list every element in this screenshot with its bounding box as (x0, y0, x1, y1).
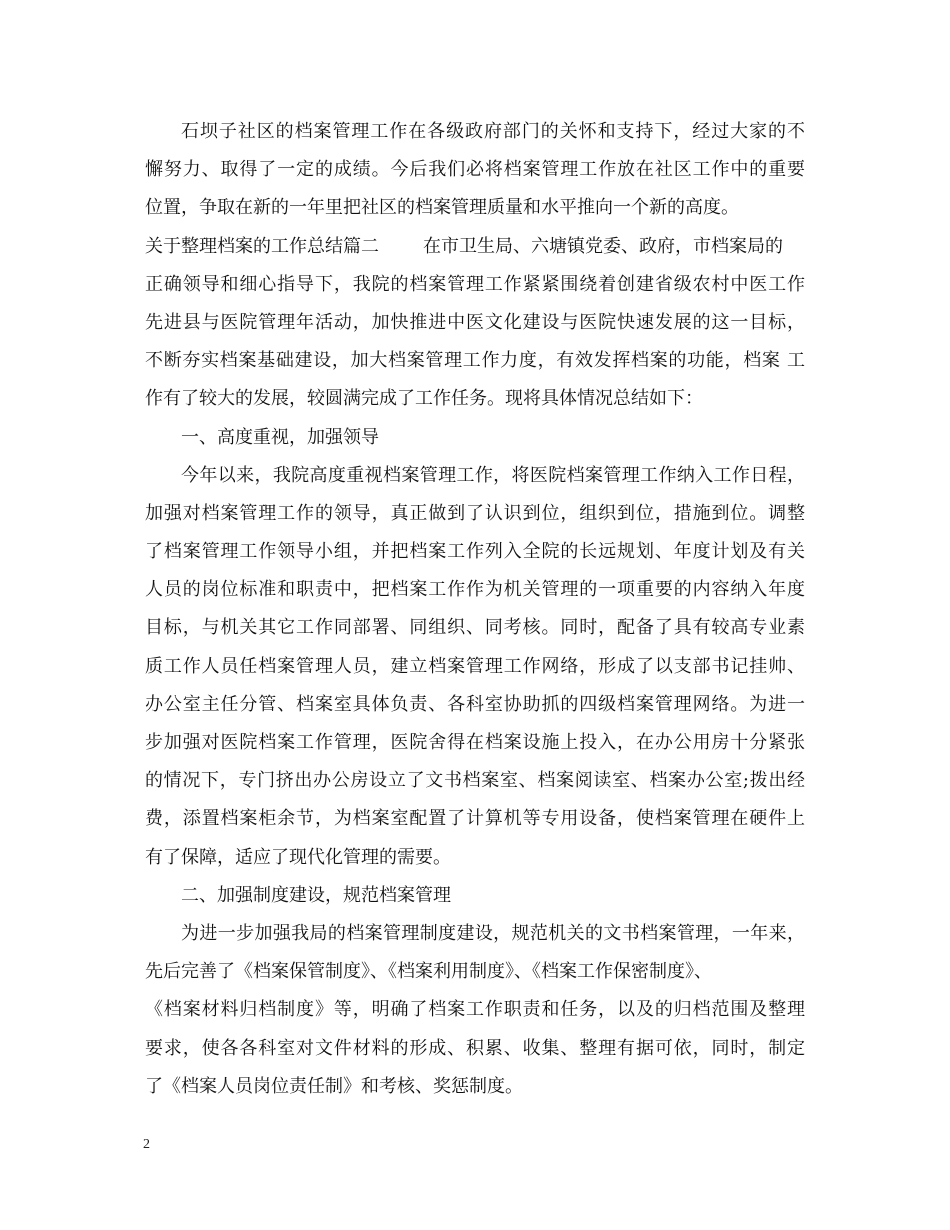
text-line: 今年以来，我院高度重视档案管理工作，将医院档案管理工作纳入工作日程， (181, 464, 805, 486)
text-line: 了档案管理工作领导小组，并把档案工作列入全院的长远规划、年度计划及有关 (145, 541, 805, 563)
text-line: 办公室主任分管、档案室具体负责、各科室协助抓的四级档案管理网络。为进一 (145, 693, 805, 715)
text-line: 费，添置档案柜余节，为档案室配置了计算机等专用设备，使档案管理在硬件上 (145, 808, 805, 830)
text-line: 的情况下，专门挤出办公房设立了文书档案室、档案阅读室、档案办公室;拨出经 (145, 770, 805, 792)
text-line: 了《档案人员岗位责任制》和考核、奖惩制度。 (145, 1075, 523, 1097)
section-heading: 一、高度重视，加强领导 (181, 426, 379, 448)
text-line: 加强对档案管理工作的领导，真正做到了认识到位，组织到位，措施到位。调整 (145, 502, 805, 524)
text-line: 要求，使各各科室对文件材料的形成、积累、收集、整理有据可依，同时，制定 (145, 1037, 805, 1059)
document-body (145, 113, 805, 1106)
text-line: 作有了较大的发展，较圆满完成了工作任务。现将具体情况总结如下： (145, 388, 703, 410)
text-line: 质工作人员任档案管理人员，建立档案管理工作网络，形成了以支部书记挂帅、 (145, 655, 805, 677)
text-line: 步加强对医院档案工作管理，医院舍得在档案设施上投入，在办公用房十分紧张 (145, 732, 805, 753)
text-line: 有了保障，适应了现代化管理的需要。 (145, 846, 451, 868)
text-line: 正确领导和细心指导下，我院的档案管理工作紧紧围绕着创建省级农村中医工作 (145, 273, 805, 295)
text-line: 《档案材料归档制度》等，明确了档案工作职责和任务，以及的归档范围及整理 (145, 999, 805, 1021)
text-line: 人员的岗位标准和职责中，把档案工作作为机关管理的一项重要的内容纳入年度 (145, 579, 805, 601)
page-number: 2 (143, 1137, 150, 1152)
text-line (145, 228, 805, 266)
text-line: 目标，与机关其它工作同部署、同组织、同考核。同时，配备了具有较高专业素 (145, 617, 805, 639)
text-line: 先后完善了《档案保管制度》、《档案利用制度》、《档案工作保密制度》、 (145, 961, 712, 983)
text-line: 为进一步加强我局的档案管理制度建设，规范机关的文书档案管理，一年来， (181, 922, 805, 944)
section-title: 关于整理档案的工作总结篇二 (145, 235, 379, 257)
text-line-continuation: 在市卫生局、六塘镇党委、政府，市档案局的 (423, 235, 783, 257)
section-heading: 二、加强制度建设，规范档案管理 (181, 884, 451, 906)
text-line: 先进县与医院管理年活动，加快推进中医文化建设与医院快速发展的这一目标， (145, 311, 805, 333)
text-line: 懈努力、取得了一定的成绩。今后我们必将档案管理工作放在社区工作中的重要 (145, 159, 805, 181)
text-line: 石坝子社区的档案管理工作在各级政府部门的关怀和支持下，经过大家的不 (181, 121, 805, 142)
text-line: 不断夯实档案基础建设，加大档案管理工作力度，有效发挥档案的功能，档案 工 (145, 350, 805, 372)
text-line: 位置，争取在新的一年里把社区的档案管理质量和水平推向一个新的高度。 (145, 197, 739, 219)
